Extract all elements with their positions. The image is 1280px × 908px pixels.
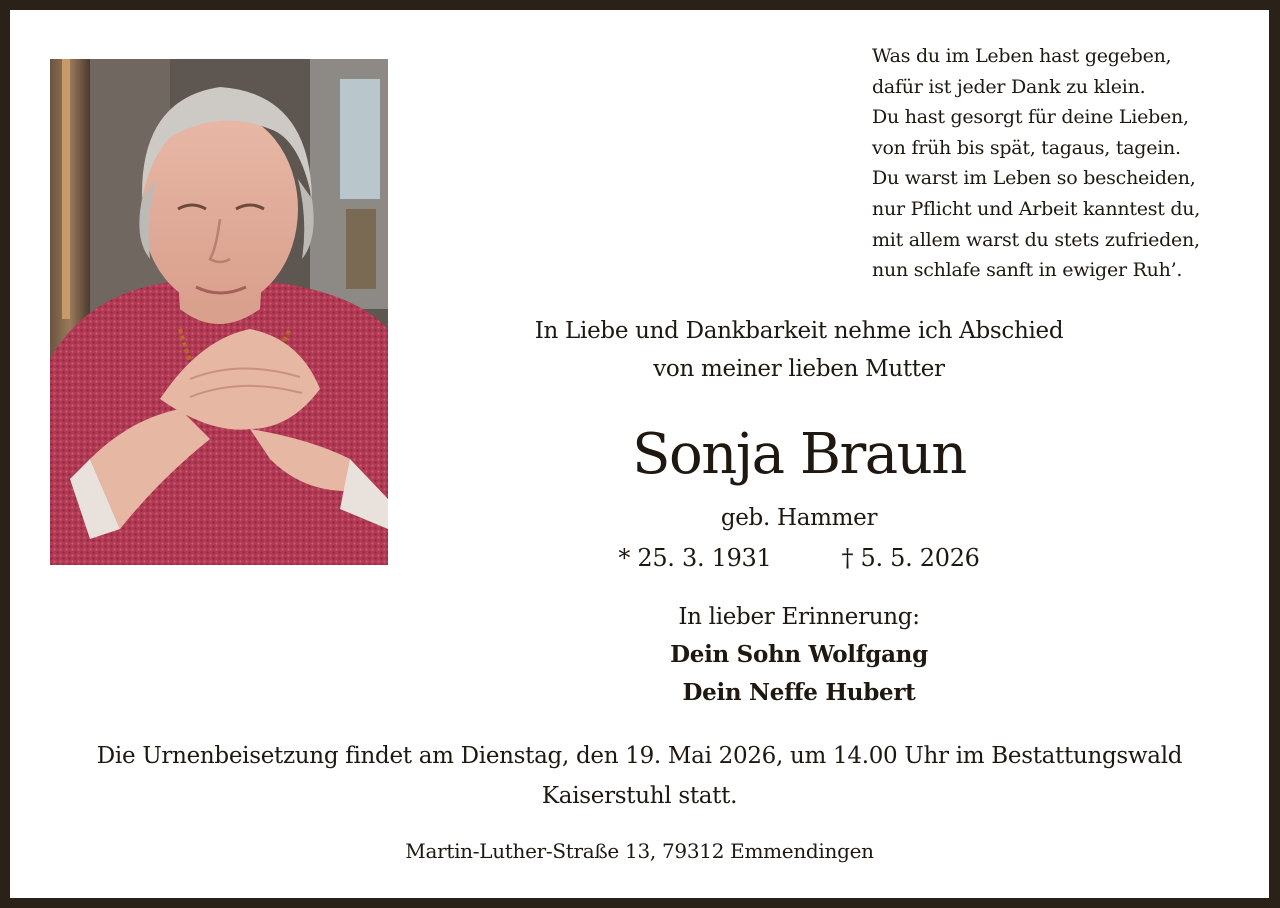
- poem-line: Du hast gesorgt für deine Lieben,: [872, 106, 1189, 129]
- maiden-name: geb. Hammer: [720, 505, 878, 531]
- deceased-name: Sonja Braun: [632, 422, 966, 487]
- memory-block: [490, 598, 1108, 712]
- birth-date: * 25. 3. 1931: [618, 544, 772, 572]
- burial-notice: [30, 736, 1249, 816]
- obituary-card: [10, 10, 1269, 898]
- memory-heading: In lieber Erinnerung:: [678, 604, 920, 630]
- burial-line-1: Die Urnenbeisetzung findet am Dienstag, den 19. Mai 2026, um 14.00 Uhr im Bestattungswald: [96, 743, 1183, 769]
- mourner-son: Dein Sohn Wolfgang: [670, 641, 928, 668]
- life-dates: [490, 539, 1108, 577]
- poem-line: dafür ist jeder Dank zu klein.: [872, 75, 1146, 98]
- poem-line: nun schlafe sanft in ewiger Ruh’.: [872, 259, 1183, 282]
- burial-line-2: Kaiserstuhl statt.: [541, 783, 738, 809]
- farewell-intro: [490, 312, 1108, 388]
- family-address: Martin-Luther-Straße 13, 79312 Emmendingen: [405, 839, 874, 863]
- death-date: † 5. 5. 2026: [841, 544, 980, 572]
- poem-line: mit allem warst du stets zufrieden,: [872, 228, 1200, 251]
- intro-line-2: von meiner lieben Mutter: [653, 356, 945, 382]
- mourner-nephew: Dein Neffe Hubert: [682, 679, 916, 706]
- poem-line: von früh bis spät, tagaus, tagein.: [872, 136, 1181, 159]
- poem-line: Du warst im Leben so bescheiden,: [872, 167, 1196, 190]
- poem-line: nur Pflicht und Arbeit kanntest du,: [872, 197, 1201, 220]
- poem-line: Was du im Leben hast gegeben,: [872, 45, 1172, 67]
- portrait-photo: [50, 59, 388, 565]
- poem: [872, 41, 1262, 286]
- portrait-illustration: [50, 59, 388, 565]
- intro-line-1: In Liebe und Dankbarkeit nehme ich Abschied: [534, 318, 1064, 344]
